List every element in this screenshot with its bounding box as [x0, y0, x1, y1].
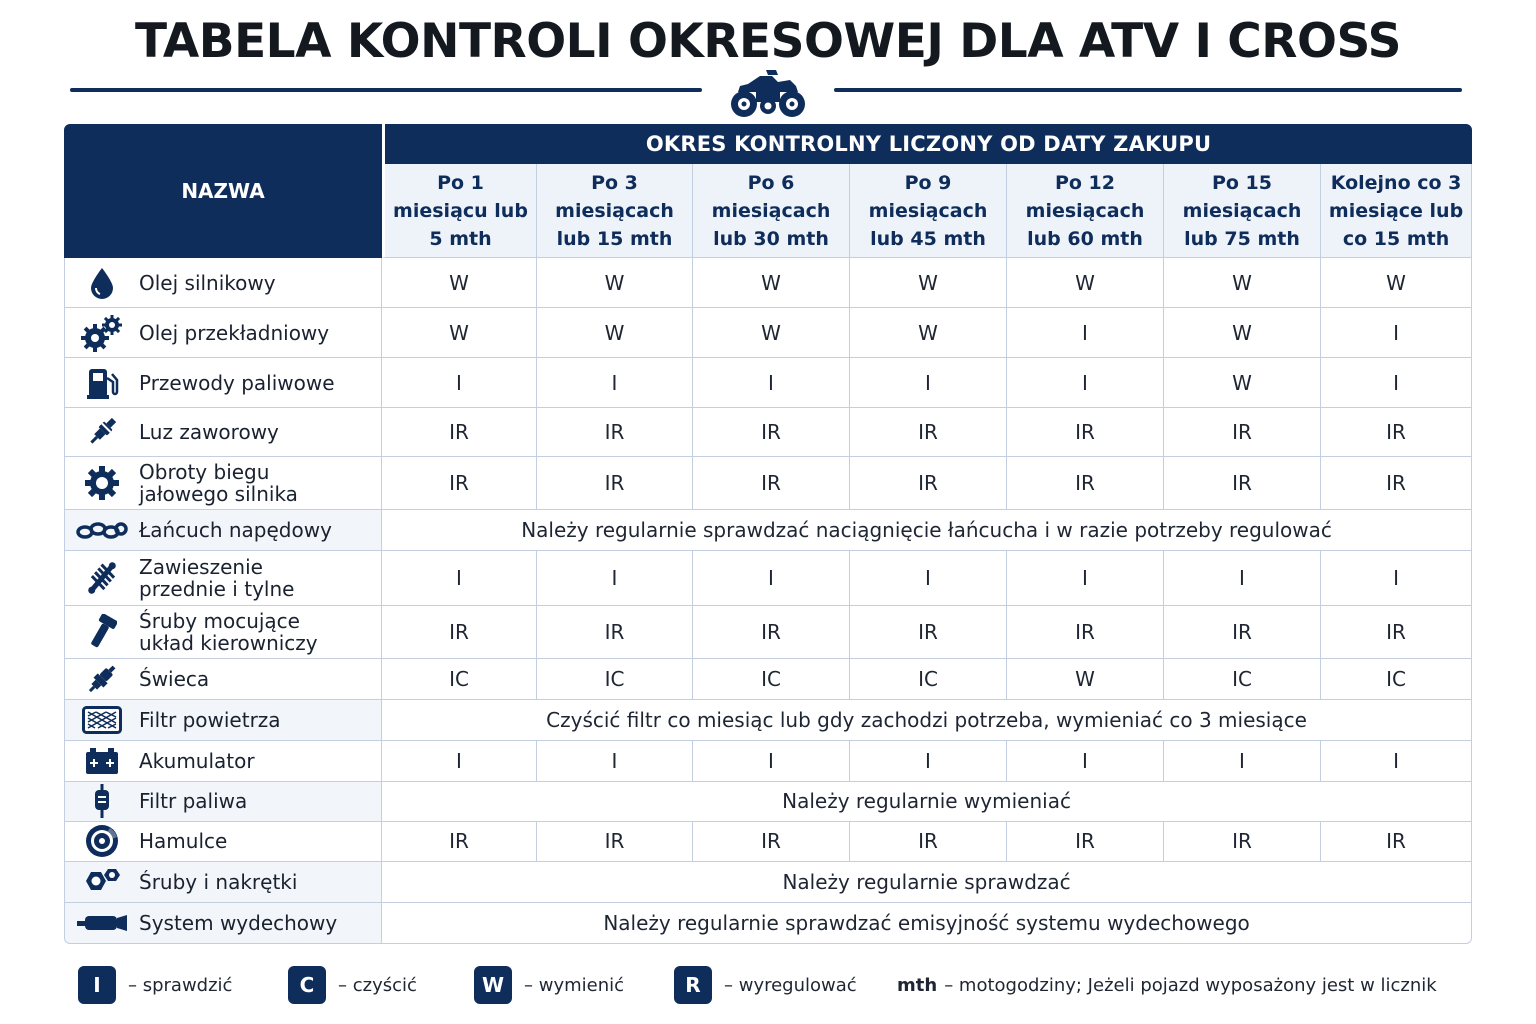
schedule-cell: IR	[693, 408, 850, 457]
schedule-cell: I	[1007, 551, 1164, 606]
item-name	[139, 830, 227, 852]
nuts-icon	[65, 867, 139, 897]
schedule-cell: W	[382, 258, 537, 308]
column-header-line: Po 15	[1211, 171, 1273, 194]
column-header-line: Po 9	[904, 171, 952, 194]
schedule-cell: IR	[1007, 457, 1164, 510]
header-name: NAZWA	[64, 124, 382, 258]
schedule-cell: I	[1164, 551, 1321, 606]
column-header-line: lub 15 mth	[556, 227, 673, 250]
schedule-cell: IR	[1321, 457, 1472, 510]
exhaust-icon	[65, 912, 139, 934]
column-header-4	[850, 164, 1007, 258]
item-name-cell	[64, 822, 382, 862]
item-name-line: Śruby mocujące	[139, 608, 300, 633]
column-header-line: 5 mth	[429, 227, 492, 250]
schedule-cell: IR	[850, 822, 1007, 862]
schedule-cell: I	[1321, 741, 1472, 782]
schedule-cell: IC	[1321, 659, 1472, 700]
schedule-cell: W	[850, 258, 1007, 308]
schedule-cell: IR	[1007, 822, 1164, 862]
schedule-cell: IR	[1164, 822, 1321, 862]
table-row	[64, 659, 1472, 700]
item-name-line: Akumulator	[139, 748, 255, 773]
schedule-cell: IC	[382, 659, 537, 700]
oil-drop-icon	[65, 266, 139, 300]
table-row	[64, 822, 1472, 862]
legend-mth	[897, 966, 1437, 1004]
item-name-line: Filtr paliwa	[139, 789, 248, 814]
column-header-line: Po 6	[747, 171, 795, 194]
schedule-cell: IR	[382, 606, 537, 658]
item-name-cell	[64, 903, 382, 944]
schedule-cell: I	[850, 358, 1007, 408]
column-header-7	[1321, 164, 1472, 258]
schedule-cell: I	[537, 551, 693, 606]
fuel-pump-icon	[65, 366, 139, 400]
row-note: Należy regularnie sprawdzać emisyjność systemu wydechowego	[382, 903, 1472, 944]
schedule-cell: IR	[850, 606, 1007, 658]
schedule-cell: I	[850, 551, 1007, 606]
legend-text: – sprawdzić	[128, 974, 233, 996]
schedule-cell: I	[537, 358, 693, 408]
schedule-cell: I	[382, 551, 537, 606]
column-header-line: miesiącach	[711, 199, 831, 222]
schedule-cell: I	[1007, 308, 1164, 358]
table-row	[64, 258, 1472, 308]
table-row	[64, 782, 1472, 822]
table-row	[64, 358, 1472, 408]
legend-text: – czyścić	[338, 974, 417, 996]
column-header-line: co 15 mth	[1342, 227, 1450, 250]
row-note: Należy regularnie sprawdzać naciągnięcie łańcucha i w razie potrzeby regulować	[382, 510, 1472, 551]
schedule-cell: IR	[1164, 606, 1321, 658]
item-name-cell	[64, 700, 382, 741]
schedule-cell: I	[382, 358, 537, 408]
schedule-cell: I	[693, 358, 850, 408]
maintenance-table	[64, 124, 1472, 944]
schedule-cell: W	[1321, 258, 1472, 308]
valve-icon	[65, 415, 139, 449]
shock-absorber-icon	[65, 560, 139, 596]
schedule-cell: I	[850, 741, 1007, 782]
column-header-2	[537, 164, 693, 258]
table-row	[64, 903, 1472, 944]
column-header-line: miesiące lub	[1328, 199, 1464, 222]
schedule-cell: IR	[693, 457, 850, 510]
schedule-cell: W	[693, 258, 850, 308]
item-name	[139, 519, 332, 541]
title-rule-right	[834, 88, 1462, 92]
item-name-cell	[64, 510, 382, 551]
table-row	[64, 457, 1472, 510]
schedule-cell: IR	[1321, 606, 1472, 658]
schedule-cell: I	[1321, 308, 1472, 358]
row-note: Należy regularnie wymieniać	[382, 782, 1472, 822]
item-name-line: Olej silnikowy	[139, 270, 276, 295]
gears-icon	[65, 314, 139, 352]
chain-icon	[65, 520, 139, 540]
schedule-cell: IR	[1164, 457, 1321, 510]
item-name-line: Obroty biegu	[139, 460, 270, 485]
schedule-cell: IR	[537, 457, 693, 510]
schedule-cell: W	[1164, 358, 1321, 408]
column-header-6	[1164, 164, 1321, 258]
schedule-cell: I	[1164, 741, 1321, 782]
item-name	[139, 871, 297, 893]
column-header-line: Kolejno co 3	[1330, 171, 1462, 194]
table-row	[64, 308, 1472, 358]
column-header-line: Po 1	[437, 171, 484, 194]
bolt-icon	[65, 614, 139, 650]
item-name-cell	[64, 358, 382, 408]
legend-text: – wymienić	[524, 974, 625, 996]
legend-item	[674, 966, 857, 1004]
schedule-cell: I	[693, 551, 850, 606]
brake-disc-icon	[65, 823, 139, 859]
item-name-line: System wydechowy	[139, 910, 338, 935]
schedule-cell: W	[1164, 258, 1321, 308]
schedule-cell: IR	[382, 408, 537, 457]
schedule-cell: IR	[537, 408, 693, 457]
schedule-cell: I	[1321, 358, 1472, 408]
column-header-3	[693, 164, 850, 258]
air-filter-icon	[65, 706, 139, 734]
item-name-line: Łańcuch napędowy	[139, 518, 332, 543]
schedule-cell: I	[537, 741, 693, 782]
item-name-cell	[64, 606, 382, 658]
item-name-line: Olej przekładniowy	[139, 320, 330, 345]
column-header-5	[1007, 164, 1164, 258]
schedule-cell: W	[1164, 308, 1321, 358]
schedule-cell: I	[1007, 358, 1164, 408]
page-title: TABELA KONTROLI OKRESOWEJ DLA ATV I CROSS	[134, 14, 1402, 69]
legend-badge: R	[674, 966, 712, 1004]
battery-icon	[65, 746, 139, 776]
legend-item	[78, 966, 232, 1004]
item-name-line: jałowego silnika	[139, 482, 298, 507]
schedule-cell: IR	[537, 606, 693, 658]
column-header-line: miesiącach	[868, 199, 988, 222]
row-note: Czyścić filtr co miesiąc lub gdy zachodzi potrzeba, wymieniać co 3 miesiące	[382, 700, 1472, 741]
item-name-line: Zawieszenie	[139, 555, 263, 580]
item-name	[139, 610, 318, 654]
item-name-cell	[64, 741, 382, 782]
column-header-line: lub 30 mth	[713, 227, 829, 250]
item-name-cell	[64, 408, 382, 457]
column-header-line: lub 75 mth	[1184, 227, 1300, 250]
table-row	[64, 551, 1472, 606]
item-name	[139, 421, 279, 443]
item-name	[139, 790, 247, 812]
item-name-cell	[64, 457, 382, 510]
column-header-line: lub 60 mth	[1027, 227, 1143, 250]
column-header-line: miesiącach	[555, 199, 674, 222]
gear-icon	[65, 465, 139, 501]
table-row	[64, 606, 1472, 658]
table-row	[64, 741, 1472, 782]
schedule-cell: IR	[850, 408, 1007, 457]
schedule-cell: I	[1007, 741, 1164, 782]
schedule-cell: IR	[850, 457, 1007, 510]
title-rule-left	[70, 88, 702, 92]
legend-text: – wyregulować	[724, 974, 857, 996]
legend-badge: C	[288, 966, 326, 1004]
column-header-line: miesiącu lub	[393, 199, 528, 222]
fuel-filter-icon	[65, 784, 139, 818]
table-row	[64, 510, 1472, 551]
schedule-cell: IR	[537, 822, 693, 862]
item-name-line: przednie i tylne	[139, 577, 295, 602]
schedule-cell: IC	[1164, 659, 1321, 700]
column-header-1	[382, 164, 537, 258]
item-name-line: Przewody paliwowe	[139, 370, 335, 395]
schedule-cell: I	[382, 741, 537, 782]
schedule-cell: I	[693, 741, 850, 782]
schedule-cell: IR	[382, 822, 537, 862]
table-row	[64, 408, 1472, 457]
legend-badge: I	[78, 966, 116, 1004]
schedule-cell: W	[537, 258, 693, 308]
item-name	[139, 912, 337, 934]
schedule-cell: IR	[1321, 408, 1472, 457]
item-name-line: Luz zaworowy	[139, 420, 279, 445]
item-name-cell	[64, 258, 382, 308]
schedule-cell: W	[1007, 659, 1164, 700]
column-header-line: lub 45 mth	[870, 227, 986, 250]
item-name	[139, 750, 255, 772]
schedule-cell: W	[537, 308, 693, 358]
schedule-cell: IR	[1007, 408, 1164, 457]
column-header-line: Po 3	[591, 171, 638, 194]
atv-icon	[726, 66, 810, 120]
spark-plug-icon	[65, 662, 139, 696]
item-name	[139, 668, 209, 690]
schedule-cell: IR	[382, 457, 537, 510]
item-name	[139, 272, 276, 294]
schedule-cell: IR	[1164, 408, 1321, 457]
item-name-cell	[64, 308, 382, 358]
schedule-cell: W	[850, 308, 1007, 358]
schedule-cell: I	[1321, 551, 1472, 606]
item-name	[139, 322, 329, 344]
item-name-line: Filtr powietrza	[139, 707, 281, 732]
table-row	[64, 700, 1472, 741]
schedule-cell: IR	[693, 606, 850, 658]
schedule-cell: W	[382, 308, 537, 358]
column-header-line: Po 12	[1054, 171, 1116, 194]
item-name-line: Świeca	[139, 666, 210, 691]
row-note: Należy regularnie sprawdzać	[382, 862, 1472, 903]
column-header-line: miesiącach	[1182, 199, 1302, 222]
legend-mth-text: – motogodziny; Jeżeli pojazd wyposażony jest w licznik	[944, 974, 1437, 996]
schedule-cell: IR	[1321, 822, 1472, 862]
item-name	[139, 461, 298, 505]
item-name-cell	[64, 862, 382, 903]
item-name-cell	[64, 659, 382, 700]
schedule-cell: IR	[693, 822, 850, 862]
item-name-line: układ kierowniczy	[139, 630, 318, 655]
schedule-cell: IC	[850, 659, 1007, 700]
schedule-cell: W	[693, 308, 850, 358]
item-name	[139, 372, 335, 394]
schedule-cell: IC	[693, 659, 850, 700]
legend-item	[474, 966, 624, 1004]
legend-mth-key: mth	[897, 974, 938, 996]
schedule-cell: W	[1007, 258, 1164, 308]
legend-item	[288, 966, 417, 1004]
item-name-cell	[64, 782, 382, 822]
header-period: OKRES KONTROLNY LICZONY OD DATY ZAKUPU	[382, 124, 1472, 164]
column-header-line: miesiącach	[1025, 199, 1145, 222]
legend-badge: W	[474, 966, 512, 1004]
schedule-cell: IR	[1007, 606, 1164, 658]
item-name-line: Śruby i nakrętki	[139, 869, 298, 894]
item-name-line: Hamulce	[139, 829, 228, 854]
item-name-cell	[64, 551, 382, 606]
schedule-cell: IC	[537, 659, 693, 700]
table-row	[64, 862, 1472, 903]
item-name	[139, 709, 281, 731]
item-name	[139, 556, 294, 600]
